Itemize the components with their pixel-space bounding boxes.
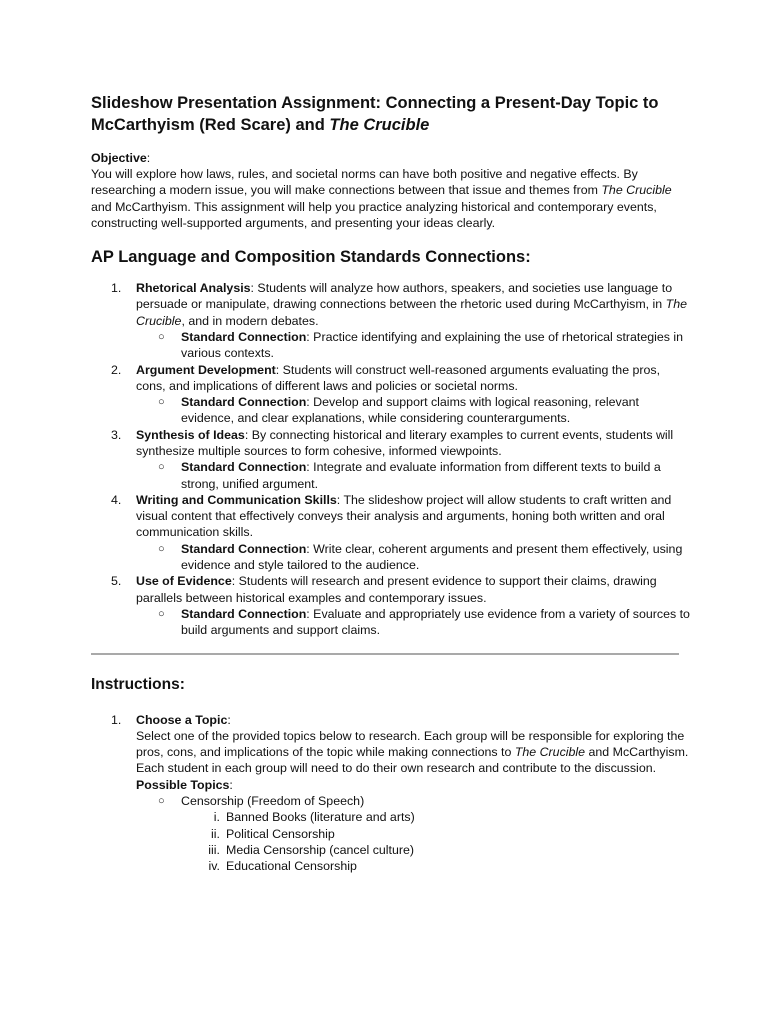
instruction-item: 1. Choose a Topic: Select one of the provided topics below to research. Each group will be responsible for exploring the pros, cons, and implications of the topic while making connections to The Crucible and McCarthyism. Each student in each group will need to do their own research and contribute to the discussion. Possible Topics: ○ Censorship (Freedom of Speech) i. Banned Books (literature and arts) ii. Political Censorship iii. Media Censorship (cancel culture) iv. Educational Censorship [91, 712, 691, 875]
circle-bullet-icon: ○ [158, 542, 165, 555]
standard-item: 4. Writing and Communication Skills: The slideshow project will allow students to craft written and visual content that effectively conveys their analysis and arguments, honing both written and oral communication skills. ○ Standard Connection: Write clear, coherent arguments and present them effectively, using evidence and style tailored to the audience. [91, 492, 691, 573]
instruction-text: Select one of the provided topics below to research. Each group will be responsible for exploring the pros, cons, and implications of the topic while making connections to The Crucible and McCarthyism. Each student in each group will need to do their own research and contribute to the discussion. [136, 728, 689, 776]
standard-connection: ○ Standard Connection: Evaluate and appropriately use evidence from a variety of sources to build arguments and support claims. [158, 606, 690, 638]
topic-item: ○ Censorship (Freedom of Speech) [158, 794, 365, 809]
document-body [91, 92, 691, 875]
document-title: Slideshow Presentation Assignment: Connecting a Present-Day Topic to McCarthyism (Red Scare) and The Crucible [91, 94, 659, 134]
instructions-list [91, 712, 691, 875]
standard-item: 3. Synthesis of Ideas: By connecting historical and literary examples to current events, students will synthesize multiple sources to form cohesive, informed viewpoints. ○ Standard Connection: Integrate and evaluate information from different texts to build a strong, unified argument. [91, 427, 691, 492]
circle-bullet-icon: ○ [158, 461, 165, 474]
standard-connection: ○ Standard Connection: Practice identifying and explaining the use of rhetorical strategies in various contexts. [158, 329, 684, 361]
subtopic-item: iii. Media Censorship (cancel culture) [208, 842, 415, 857]
standard-item: 5. Use of Evidence: Students will research and present evidence to support their claims, drawing parallels between historical examples and contemporary issues. ○ Standard Connection: Evaluate and appropriately use evidence from a variety of sources to build arguments and support claims. [111, 574, 690, 638]
horizontal-divider [91, 653, 679, 655]
possible-topics-label: Possible Topics: [136, 777, 233, 792]
standard-connection: ○ Standard Connection: Integrate and evaluate information from different texts to build a strong, unified argument. [158, 460, 661, 491]
objective-heading: Objective: [91, 151, 151, 165]
objective-section [91, 150, 691, 231]
standard-connection: ○ Standard Connection: Develop and support claims with logical reasoning, relevant evidence, and clear explanations, while considering counterarguments. [158, 395, 639, 426]
circle-bullet-icon: ○ [158, 607, 165, 620]
standards-list [91, 280, 691, 639]
subtopic-item: i. Banned Books (literature and arts) [213, 810, 415, 825]
standards-heading: AP Language and Composition Standards Connections: [91, 248, 531, 267]
standard-item: 2. Argument Development: Students will construct well-reasoned arguments evaluating the pros, cons, and implications of different laws and policies or societal norms. ○ Standard Connection: Develop and support claims with logical reasoning, relevant evidence, and clear explanations, while considering counterarguments. [91, 362, 691, 427]
objective-text: You will explore how laws, rules, and societal norms can have both positive and negative effects. By researching a modern issue, you will make connections between that issue and themes from The Crucible and McCarthyism. This assignment will help you practice analyzing historical and contemporary events, constructing well-supported arguments, and presenting your ideas clearly. [91, 167, 672, 230]
title-italic: The Crucible [329, 116, 430, 134]
subtopic-item: ii. Political Censorship [211, 826, 335, 841]
circle-bullet-icon: ○ [158, 396, 165, 409]
subtopic-item: iv. Educational Censorship [208, 859, 357, 874]
standard-connection: ○ Standard Connection: Write clear, coherent arguments and present them effectively, using evidence and style tailored to the audience. [158, 541, 683, 573]
circle-bullet-icon: ○ [158, 330, 165, 343]
instructions-heading: Instructions: [91, 675, 185, 693]
standard-item: 1. Rhetorical Analysis: Students will analyze how authors, speakers, and societies use language to persuade or manipulate, drawing connections between the rhetoric used during McCarthyism, in The Crucible, and in modern debates. ○ Standard Connection: Practice identifying and explaining the use of rhetorical strategies in various contexts. [91, 280, 691, 361]
circle-bullet-icon: ○ [158, 795, 165, 808]
